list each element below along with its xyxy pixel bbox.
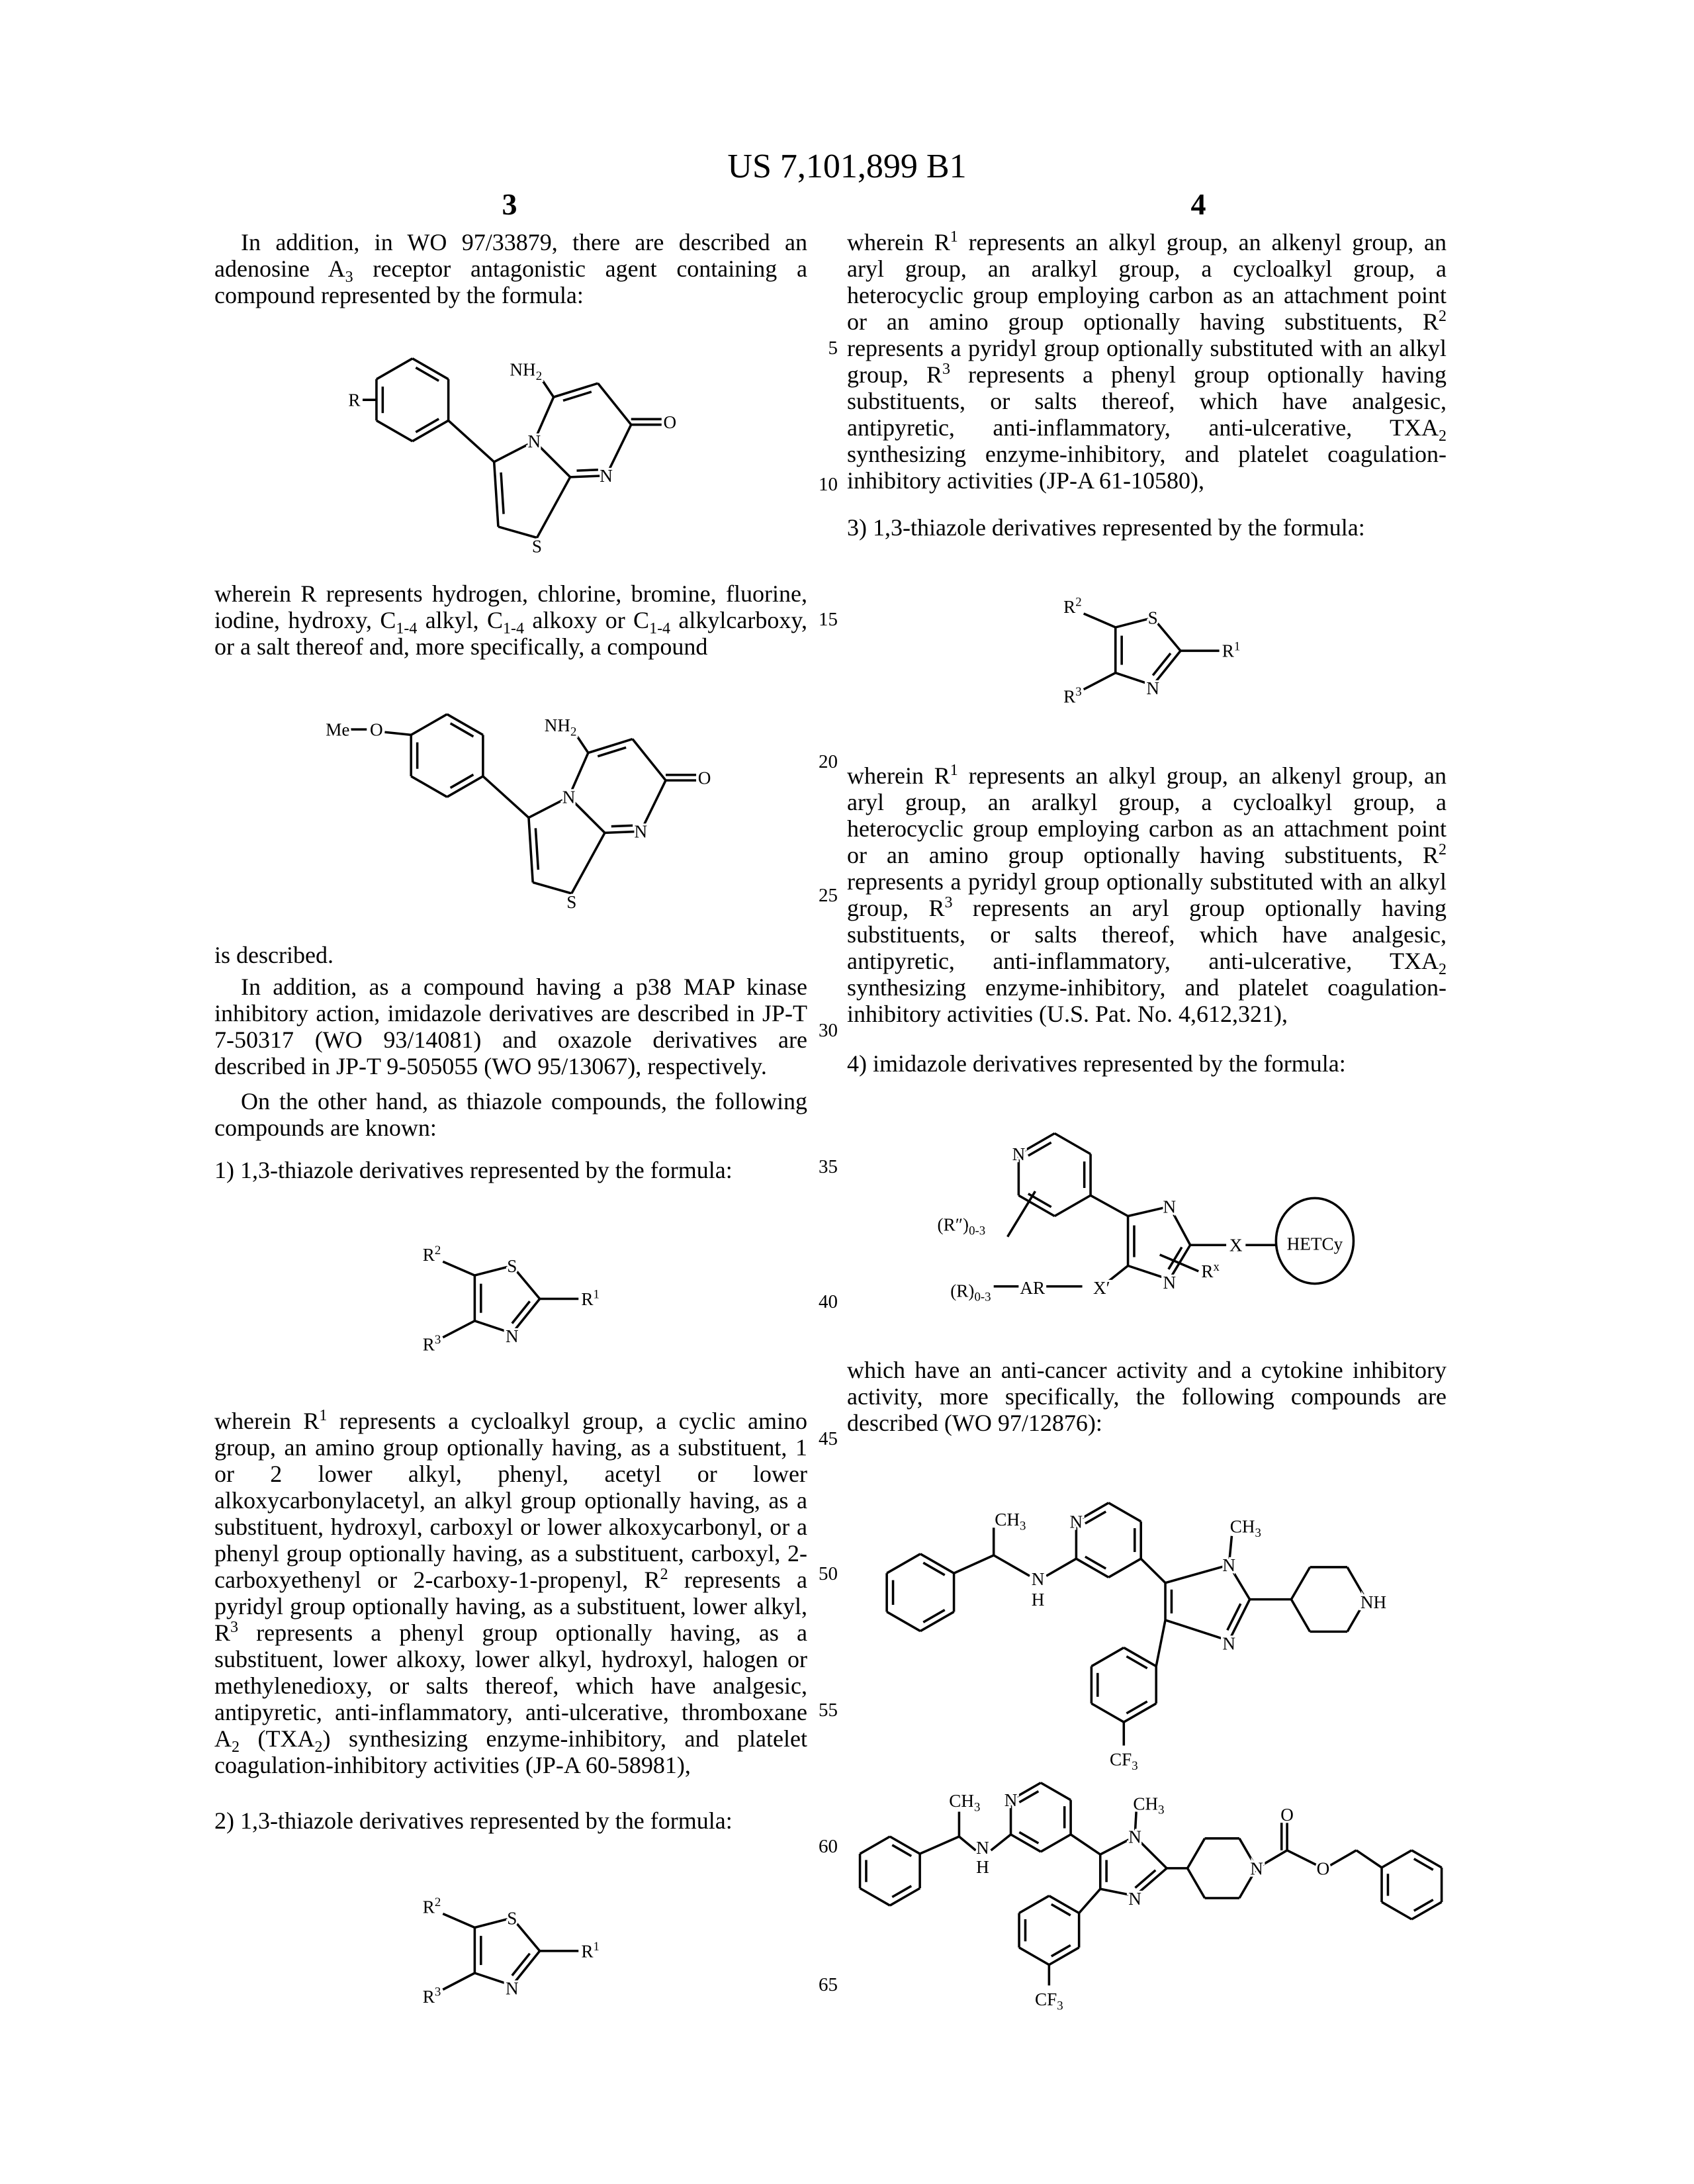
atom-label: N [1250, 1858, 1263, 1878]
ring-bond [1091, 1704, 1124, 1722]
ring-bond [498, 527, 537, 538]
ring-bond [1108, 1503, 1141, 1522]
bond [994, 1555, 1030, 1576]
ring-bond [1291, 1600, 1310, 1632]
text-run: represents an aryl group optionally having substituents, or salts thereof, which have analgesic, antipyretic, anti-inflammatory, anti-ulcerative, TXA [847, 895, 1447, 974]
atom-label: R [348, 390, 361, 410]
ring-bond [494, 462, 498, 527]
text-run: In addition, in WO 97/33879, there are described an adenosine A [214, 229, 807, 282]
superscript: 1 [950, 762, 958, 779]
structure-compound-piperidinyl [887, 1503, 1386, 1773]
line-number: 60 [794, 1836, 838, 1858]
atom-label: Rx [1201, 1260, 1220, 1281]
text-run: (TXA [240, 1725, 314, 1752]
substituent-bond [384, 732, 411, 735]
atom-label: N [1222, 1634, 1235, 1654]
subscript: 2 [1439, 961, 1447, 978]
line-number: 25 [794, 885, 838, 907]
atom-label: N [1032, 1569, 1045, 1589]
bond [443, 1321, 474, 1338]
superscript: 3 [942, 361, 950, 378]
ring-bond [887, 1554, 920, 1573]
bond [449, 420, 494, 462]
text-run: wherein R [847, 762, 950, 789]
ring-bond [411, 714, 447, 735]
text-run: represents an alkyl group, an alkenyl group, an aryl group, an aralkyl group, a cycloalkyl group, a heterocyclic group employing carbon as an attachment point or an amino group optionally having substituents, R [847, 229, 1447, 335]
atom-label: N [1163, 1197, 1177, 1216]
bond [443, 1261, 474, 1275]
atom-label: CH3 [1133, 1794, 1164, 1817]
structure-thiazole-item-3 [1063, 596, 1240, 707]
ring-bond [537, 477, 570, 538]
double-bond-line [416, 419, 439, 432]
patent-number: US 7,101,899 B1 [0, 147, 1694, 186]
atom-label: CH3 [1230, 1517, 1261, 1540]
atom-label: N [1128, 1889, 1141, 1909]
atom-label: NH [1360, 1592, 1386, 1612]
atom-label: R1 [581, 1287, 600, 1308]
ring-bond [533, 882, 572, 893]
structure-methoxyphenyl-compound [326, 714, 711, 912]
structure-aminothiazolopyrimidinone-generic [348, 359, 676, 557]
bond [1141, 1559, 1165, 1582]
superscript: 2 [1439, 308, 1447, 325]
ring-bond [1291, 1567, 1310, 1600]
bond [633, 739, 666, 781]
atom-label: N [1070, 1512, 1083, 1531]
ring-bond [860, 1888, 890, 1905]
atom-label: N [1163, 1273, 1177, 1293]
atom-label: Me [326, 720, 349, 740]
text-run: receptor antagonistic agent containing a compound represented by the formula: [214, 255, 807, 308]
bond [577, 737, 588, 753]
superscript: 3 [944, 894, 952, 911]
text-run: synthesizing enzyme-inhibitory, and platelet coagulation-inhibitory activities (U.S. Pat. No. 4,612,321), [847, 974, 1447, 1027]
double-bond-line [451, 723, 474, 737]
text-run: alkoxy or C [524, 607, 649, 633]
text-run: represents a pyridyl group optionally substituted with an alkyl group, R [847, 868, 1447, 921]
atom-label: S [507, 1908, 517, 1928]
text-run: ) synthesizing enzyme-inhibitory, and platelet coagulation-inhibitory activities (JP-A 60-58981), [214, 1725, 807, 1778]
double-bond-line [416, 367, 439, 381]
atom-label: R2 [423, 1895, 441, 1917]
ring-bond [887, 1612, 920, 1631]
ring-bond [1019, 1948, 1049, 1965]
bond [554, 383, 598, 397]
bond [954, 1555, 994, 1573]
text-run: alkyl, C [417, 607, 503, 633]
ring-bond [1165, 1620, 1229, 1641]
ring-bond [1055, 1195, 1091, 1216]
text-run: represents a pyridyl group optionally substituted with an alkyl group, R [847, 335, 1447, 388]
bond [543, 381, 554, 397]
bond [443, 1914, 474, 1928]
line-number: 65 [794, 1974, 838, 1996]
ring-bond [1041, 1835, 1071, 1852]
double-bond-line [1136, 1870, 1156, 1888]
text-run: synthesizing enzyme-inhibitory, and platelet coagulation-inhibitory activities (JP-A 61-10580), [847, 441, 1447, 494]
atom-label: S [507, 1256, 517, 1276]
atom-label: O [370, 720, 383, 740]
line-number: 15 [794, 609, 838, 631]
double-bond-line [1153, 653, 1171, 675]
ring-bond [572, 833, 605, 893]
line-number: 40 [794, 1291, 838, 1313]
ring-bond [1382, 1850, 1411, 1868]
atom-label: HETCy [1287, 1234, 1343, 1254]
bond [959, 1837, 975, 1850]
subscript: 1-4 [649, 620, 670, 637]
ring-bond [377, 420, 412, 441]
double-bond-line [611, 825, 635, 826]
double-bond-line [923, 1610, 944, 1623]
atom-label: CH3 [949, 1791, 980, 1814]
text-run: represents a phenyl group optionally having, as a substituent, lower alkoxy, lower alkyl, hydroxyl, halogen or methylenedioxy, or salts thereof, which have analgesic, antipyretic, anti-inflammatory, anti-ulcerative, thromboxane A [214, 1619, 807, 1752]
atom-label: NH2 [545, 715, 577, 739]
superscript: 1 [319, 1407, 327, 1424]
text-run: On the other hand, as thiazole compounds, the following compounds are known: [214, 1088, 807, 1141]
subscript: 2 [232, 1739, 240, 1756]
subscript: 3 [345, 269, 353, 286]
structure-thiazole-item-1 [423, 1244, 600, 1355]
ring-bond [529, 817, 533, 882]
text-run: 2) 1,3-thiazole derivatives represented by the formula: [214, 1807, 733, 1834]
atom-label: S [532, 536, 542, 556]
superscript: 3 [230, 1619, 238, 1636]
text-run: represents a phenyl group optionally having substituents, or salts thereof, which have analgesic, antipyretic, anti-inflammatory, anti-ulcerative, TXA [847, 361, 1447, 441]
line-number: 45 [794, 1428, 838, 1450]
superscript: 2 [660, 1566, 668, 1583]
text-run: represents a cycloalkyl group, a cyclic amino group, an amino group optionally having, as a substituent, 1 or 2 lower alkyl, phenyl, acetyl or lower alkoxycarbonylacetyl, an alkyl group optionally having, as a substituent, hydroxyl, carboxyl or lower alkoxycarbonyl, or a phenyl group optionally having, as a substituent, carboxyl, 2-carboxyethenyl or 2-carboxy-1-propenyl, R [214, 1408, 807, 1593]
atom-label: N [562, 788, 576, 807]
line-number: 5 [794, 338, 838, 359]
atom-label: CF3 [1035, 1989, 1063, 2013]
text-run: In addition, as a compound having a p38 MAP kinase inhibitory action, imidazole derivatives are described in JP-T 7-50317 (WO 93/14081) and oxazole derivatives are described in JP-T 9-505055 (WO 95/13067), respectively. [214, 974, 807, 1079]
atom-label: R1 [1222, 639, 1241, 660]
bond [1107, 1266, 1128, 1283]
atom-label: R2 [1063, 596, 1082, 617]
ring-bond [1188, 1839, 1205, 1868]
ring-bond [1165, 1565, 1229, 1583]
subscript: 1-4 [396, 620, 417, 637]
ring-bond [377, 359, 412, 379]
line-number: 55 [794, 1700, 838, 1721]
bond [1357, 1850, 1382, 1868]
atom-label: N [635, 822, 648, 842]
atom-label: R1 [581, 1940, 600, 1961]
line-number: 20 [794, 751, 838, 773]
atom-label: N [506, 1326, 519, 1346]
bond [1071, 1835, 1100, 1854]
atom-label: CF3 [1110, 1750, 1138, 1773]
bond [1330, 1850, 1357, 1866]
bond [598, 383, 631, 425]
structure-imidazole-generic [938, 1134, 1354, 1304]
structure-compound-carbamate [860, 1783, 1442, 2013]
text-run: 1) 1,3-thiazole derivatives represented by the formula: [214, 1157, 733, 1183]
atom-label: O [663, 412, 676, 432]
ring-bond [411, 776, 447, 797]
double-bond-line [1227, 1604, 1241, 1630]
atom-label: N [506, 1979, 519, 1999]
text-run: which have an anti-cancer activity and a cytokine inhibitory activity, more specifically, the following compounds are described (WO 97/12876): [847, 1357, 1447, 1436]
atom-label: R2 [423, 1244, 441, 1265]
atom-label: NH2 [510, 360, 542, 383]
double-bond-line [923, 1563, 944, 1575]
atom-label: S [1148, 608, 1158, 628]
bond [1287, 1850, 1317, 1866]
atom-label: R3 [1063, 685, 1082, 706]
atom-label: N [528, 432, 541, 451]
bond [1084, 614, 1116, 627]
atom-label: AR [1020, 1278, 1046, 1298]
atom-label: H [976, 1857, 989, 1877]
atom-label: N [600, 466, 613, 486]
double-bond-line [1028, 1142, 1051, 1156]
atom-label: O [1280, 1805, 1294, 1825]
column-number-left: 3 [476, 187, 543, 222]
text-run: 3) 1,3-thiazole derivatives represented by the formula: [847, 514, 1365, 541]
bond [1091, 1195, 1128, 1216]
substituent-bond [1160, 1255, 1199, 1271]
atom-label: R3 [423, 1985, 441, 2007]
text-run: represents a pyridyl group optionally having, as a substituent, lower alkyl, R [214, 1567, 807, 1646]
atom-label: N [976, 1838, 989, 1858]
bond [483, 776, 529, 818]
double-bond-line [512, 1301, 530, 1323]
atom-label: X [1229, 1236, 1243, 1255]
ring-bond [1019, 1896, 1049, 1913]
atom-label: (R″)0-3 [938, 1214, 986, 1238]
atom-label: O [1317, 1858, 1330, 1878]
bond [1156, 1620, 1165, 1666]
text-run: 4) imidazole derivatives represented by the formula: [847, 1050, 1346, 1077]
ring-bond [1188, 1868, 1205, 1898]
line-number: 50 [794, 1563, 838, 1585]
subscript: 2 [314, 1739, 322, 1756]
atom-label: CH3 [995, 1510, 1026, 1533]
text-run: wherein R [214, 1408, 319, 1434]
double-bond-line [501, 473, 504, 514]
bond [1084, 673, 1116, 690]
text-run: wherein R [847, 229, 950, 255]
atom-label: N [1222, 1555, 1235, 1575]
bond [1079, 1889, 1100, 1913]
subscript: 2 [1439, 428, 1447, 445]
bond [920, 1837, 959, 1854]
atom-label: N [1012, 1144, 1026, 1164]
text-run: wherein R represents hydrogen, chlorine, bromine, fluorine, iodine, hydroxy, C [214, 580, 807, 633]
text-run: is described. [214, 942, 334, 968]
subscript: 1-4 [503, 620, 524, 637]
bond [1046, 1559, 1076, 1576]
atom-label: S [566, 892, 576, 912]
double-bond-line [451, 774, 474, 788]
superscript: 1 [950, 228, 958, 246]
bond [588, 739, 633, 753]
atom-label: X′ [1093, 1278, 1110, 1298]
double-bond-line [576, 470, 600, 471]
chemical-structures [0, 0, 1694, 2184]
atom-label: N [1146, 678, 1159, 698]
double-bond-line [512, 1954, 530, 1976]
ring-bond [1055, 1134, 1091, 1154]
atom-label: N [1128, 1827, 1141, 1846]
ring-bond [1041, 1783, 1071, 1800]
ring-bond [1382, 1902, 1411, 1919]
ring-bond [1108, 1559, 1141, 1577]
ring-bond [860, 1837, 890, 1854]
atom-label: R3 [423, 1333, 441, 1354]
line-number: 30 [794, 1020, 838, 1042]
column-number-right: 4 [1165, 187, 1231, 222]
superscript: 2 [1439, 841, 1447, 858]
atom-label: H [1032, 1590, 1045, 1610]
atom-label: (R)0-3 [950, 1281, 991, 1304]
text-run: alkylcarboxy, or a salt thereof and, more specifically, a compound [214, 607, 807, 660]
structure-thiazole-item-2 [423, 1895, 600, 2007]
atom-label: O [698, 768, 711, 788]
line-number: 35 [794, 1156, 838, 1178]
atom-label: N [1004, 1790, 1018, 1810]
double-bond-line [535, 828, 538, 870]
line-number: 10 [794, 474, 838, 496]
text-run: represents an alkyl group, an alkenyl group, an aryl group, an aralkyl group, a cycloalkyl group, a heterocyclic group employing carbon as an attachment point or an amino group optionally having substituents, R [847, 762, 1447, 868]
bond [991, 1835, 1011, 1850]
ring-bond [1091, 1648, 1124, 1666]
bond [443, 1973, 474, 1989]
